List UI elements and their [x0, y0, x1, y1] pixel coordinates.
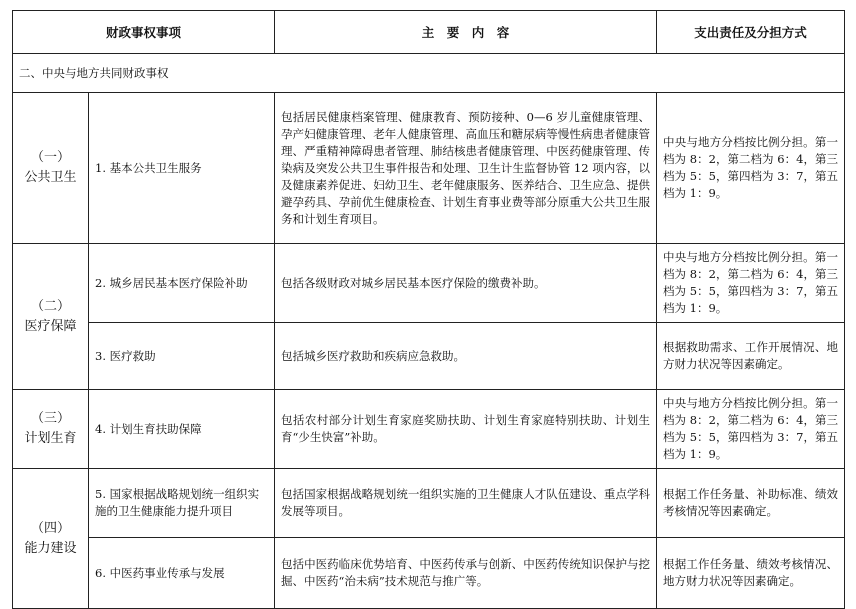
- category-name: 医疗保障: [24, 318, 77, 334]
- item-cell: 2. 城乡居民基本医疗保险补助: [89, 244, 275, 323]
- item-cell: 3. 医疗救助: [89, 323, 275, 390]
- fiscal-responsibility-table: [12, 10, 845, 609]
- responsibility-cell: 根据工作任务量、绩效考核情况、地方财力状况等因素确定。: [657, 538, 845, 609]
- responsibility-cell: 中央与地方分档按比例分担。第一档为 8：2，第二档为 6：4，第三档为 5：5，第四档为 3：7，第五档为 1：9。: [657, 390, 845, 469]
- header-expenditure-responsibility: 支出责任及分担方式: [657, 11, 845, 54]
- content-cell: 包括中医药临床优势培育、中医药传承与创新、中医药传统知识保护与挖掘、中医药“治未病”技术规范与推广等。: [275, 538, 657, 609]
- category-name: 计划生育: [24, 431, 77, 446]
- table-header-row: [13, 11, 845, 54]
- responsibility-cell: 根据救助需求、工作开展情况、地方财力状况等因素确定。: [657, 323, 845, 390]
- category-cell: [13, 93, 89, 244]
- category-number: （三）: [30, 411, 70, 426]
- content-cell: 包括城乡医疗救助和疾病应急救助。: [275, 323, 657, 390]
- category-cell: [13, 390, 89, 469]
- section-row: [13, 54, 845, 93]
- category-name: 能力建设: [24, 540, 77, 556]
- category-name: 公共卫生: [24, 170, 77, 185]
- responsibility-cell: 中央与地方分档按比例分担。第一档为 8：2，第二档为 6：4，第三档为 5：5，第四档为 3：7，第五档为 1：9。: [657, 244, 845, 323]
- responsibility-cell: 中央与地方分档按比例分担。第一档为 8：2，第二档为 6：4，第三档为 5：5，第四档为 3：7，第五档为 1：9。: [657, 93, 845, 244]
- table-row: [13, 390, 845, 469]
- item-cell: 1. 基本公共卫生服务: [89, 93, 275, 244]
- table-row: [13, 244, 845, 323]
- header-fiscal-matters: 财政事权事项: [13, 11, 275, 54]
- item-cell: 4. 计划生育扶助保障: [89, 390, 275, 469]
- table-row: [13, 469, 845, 538]
- content-cell: 包括居民健康档案管理、健康教育、预防接种、0—6 岁儿童健康管理、孕产妇健康管理、老年人健康管理、高血压和糖尿病等慢性病患者健康管理、严重精神障碍患者管理、肺结核患者健康管理、中医药健康管理、传染病及突发公共卫生事件报告和处理、卫生计生监督协管 12 项内容，以及健康素养促进、妇幼卫生、老年健康服务、医养结合、卫生应急、提供避孕药具、孕前优生健康检查、计划生育事业费等部分原重大公共卫生服务和计划生育项目。: [275, 93, 657, 244]
- content-cell: 包括国家根据战略规划统一组织实施的卫生健康人才队伍建设、重点学科发展等项目。: [275, 469, 657, 538]
- item-cell: 5. 国家根据战略规划统一组织实施的卫生健康能力提升项目: [89, 469, 275, 538]
- table-row: [13, 538, 845, 609]
- category-number: （四）: [30, 520, 70, 536]
- section-title: 二、中央与地方共同财政事权: [13, 54, 845, 93]
- content-cell: 包括各级财政对城乡居民基本医疗保险的缴费补助。: [275, 244, 657, 323]
- category-cell: [13, 469, 89, 609]
- header-main-content: 主 要 内 容: [275, 11, 657, 54]
- content-cell: 包括农村部分计划生育家庭奖励扶助、计划生育家庭特别扶助、计划生育“少生快富”补助。: [275, 390, 657, 469]
- category-number: （二）: [30, 298, 70, 314]
- category-cell: [13, 244, 89, 390]
- responsibility-cell: 根据工作任务量、补助标准、绩效考核情况等因素确定。: [657, 469, 845, 538]
- item-cell: 6. 中医药事业传承与发展: [89, 538, 275, 609]
- table-row: [13, 93, 845, 244]
- table-row: [13, 323, 845, 390]
- category-number: （一）: [30, 150, 70, 165]
